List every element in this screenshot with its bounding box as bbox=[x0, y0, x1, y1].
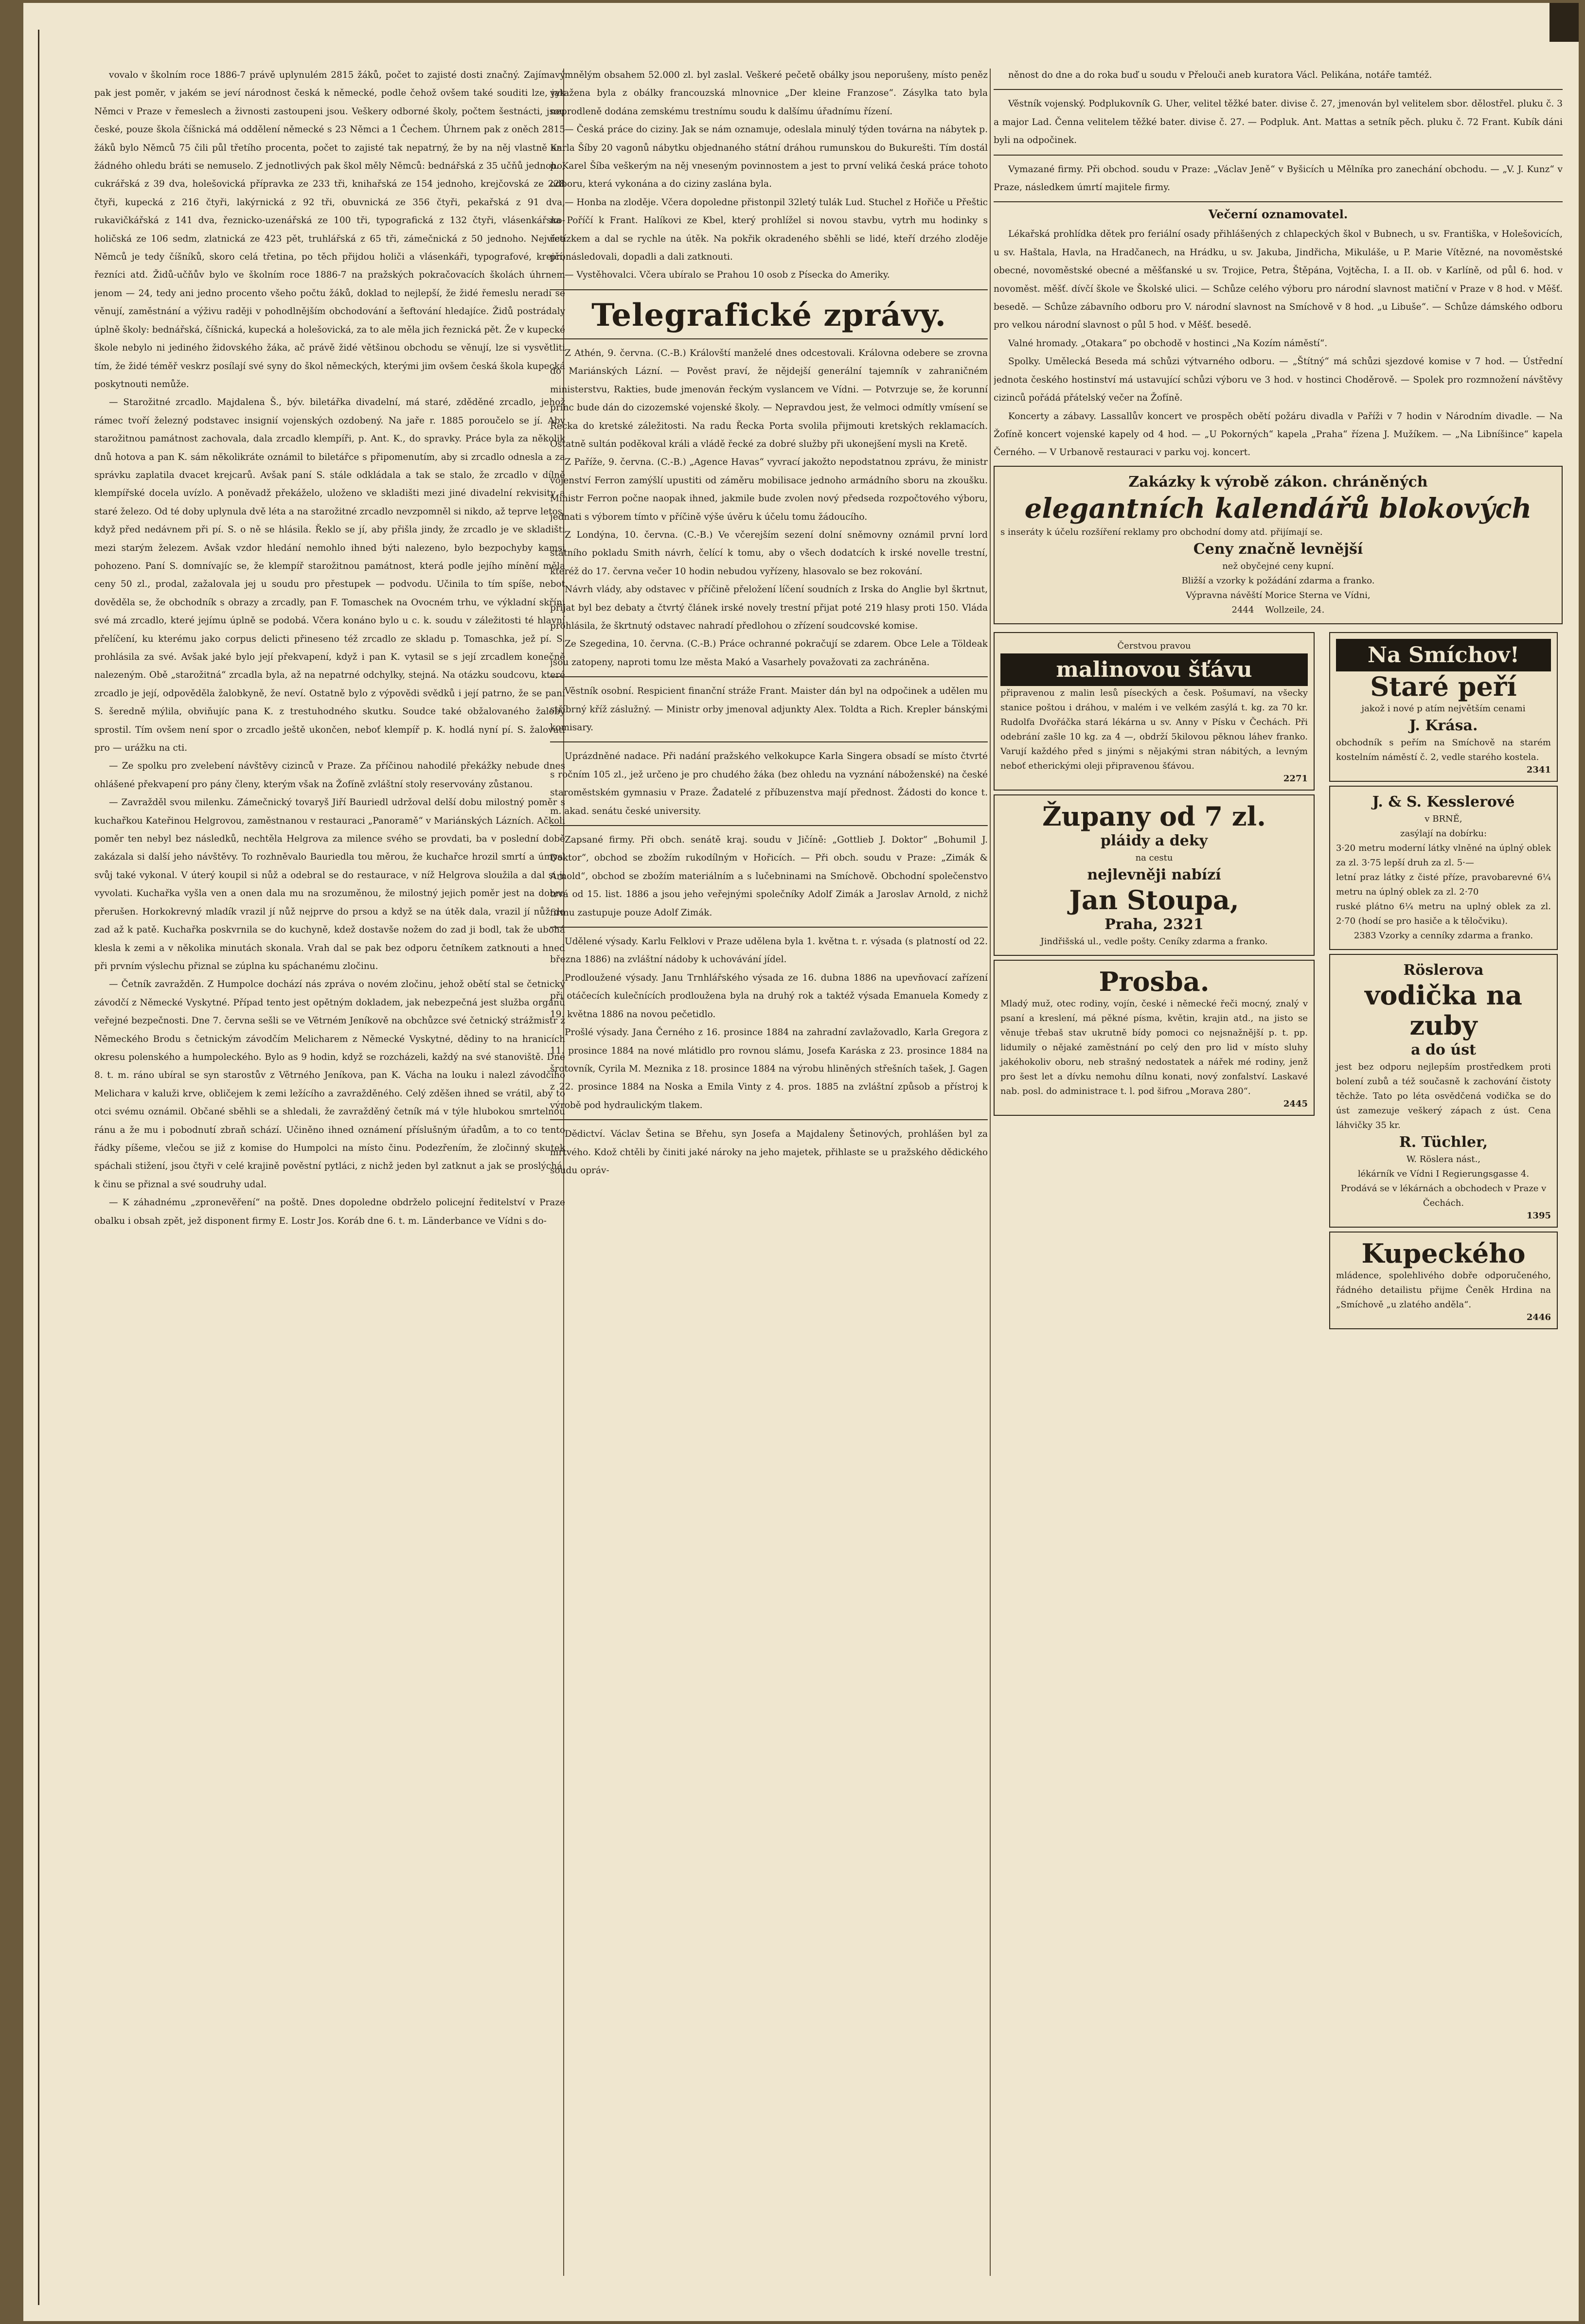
ad-item: letní praz látky z čisté příze, pravobarevné 6¼ metru na úplný oblek za zl. 2·70 bbox=[1336, 872, 1551, 897]
ad-banner: Na Smíchov! bbox=[1336, 639, 1551, 671]
margin-rule bbox=[38, 30, 39, 2305]
ad-city: v BRNĚ, bbox=[1425, 813, 1462, 824]
ad-address: Jindřišská ul., vedle pošty. Ceníky zdarma a franko. bbox=[1040, 936, 1268, 947]
ad-item: ruské plátno 6¼ metru na uplný oblek za zl. 2·70 (hodí se pro hasiče a k těločviku). bbox=[1336, 901, 1551, 926]
ad-firm: J. Krása. bbox=[1409, 717, 1478, 734]
article-post: — K záhadnému „zpronevěření“ na poště. Dnes dopoledne obdrželo policejní ředitelství v Praze obalku i obsah zpět, jež disponent firmy E. Lostr Jos. Koráb dne 6. t. m. Länderbance ve Vídni s do- bbox=[94, 1197, 565, 1226]
ad-headline: Kupeckého bbox=[1361, 1237, 1526, 1269]
news-patents-granted: Udělené výsady. Karlu Felklovi v Praze udělena byla 1. května t. r. výsada (s platností od 22. března 1886) na zvláštní nádoby k uchovávání jídel. bbox=[550, 936, 988, 965]
binding-strip bbox=[4, 3, 23, 2321]
ad-columns bbox=[994, 628, 1563, 1805]
ad-number: 1395 bbox=[1526, 1210, 1551, 1221]
ad-price: Ceny značně levnější bbox=[1193, 540, 1363, 558]
article-thief: — Honba na zloděje. Včera dopoledne přistonpil 32letý tulák Lud. Stuchel z Hořiče u Přeštic na Poříčí k Frant. Halíkovi ze Kbel, který prohlížel si novou stavbu, vytrh mu hodinky s řetízkem a dal se rychle na útěk. Na pokřik okradeného sběhli se lidé, kteří drzého zloděje pronásledovali, dopadli a dali zatknouti. bbox=[550, 197, 988, 263]
ad-plea bbox=[994, 960, 1315, 1116]
ad-address bbox=[1000, 603, 1556, 617]
ad-raspberry-juice bbox=[994, 632, 1315, 791]
ad-item: 3·20 metru moderní látky vlněné na úplný oblek za zl. 3·75 lepší druh za zl. 5·— bbox=[1336, 843, 1551, 868]
article-text: mnělým obsahem 52.000 zl. byl zaslal. Veškeré pečetě obálky jsou neporušeny, místo peněz vytažena byla z obálky francouzská mlnovnice „Der kleine Franzose“. Zásylka tato byla neprodleně dodána zemskému trestnímu soudu k dalšímu úřadnímu řízení. bbox=[550, 70, 988, 117]
column-3 bbox=[994, 66, 1563, 2298]
page-corner bbox=[1549, 3, 1579, 42]
ad-headline: Prosba. bbox=[1099, 966, 1210, 997]
divider bbox=[994, 89, 1563, 90]
divider bbox=[994, 201, 1563, 202]
article-emigrants: — Vystěhovalci. Včera ubíralo se Prahou 10 osob z Písecka do Ameriky. bbox=[565, 270, 890, 281]
news-registered-firms: Zapsané firmy. Při obch. senátě kraj. soudu v Jičíně: „Gottlieb J. Doktor“ „Bohumil J. Doktor“, obchod se zbožím rukodílným v Hořicích. — Při obch. soudu v Praze: „Zimák & Arnold“, obchod se zbožím materiálním a s lučebninami na Smíchově. Obchodní společenstvo trvá od 15. list. 1886 a jsou jeho veřejnými společníky Adolf Zimák a Jaroslav Arnold, z nichž firmu zastupuje pouze Adolf Zimák. bbox=[550, 835, 988, 918]
ad-text: s inseráty k účelu rozšíření reklamy pro obchodní domy atd. přijímají se. bbox=[1000, 527, 1323, 537]
news-personal: Věstník osobní. Respicient finanční stráže Frant. Maister dán byl na odpočinek a udělen mu stříbrný kříž záslužný. — Ministr orby jmenoval adjunkty Alex. Toldta a Rich. Krepler bánskými komisary. bbox=[550, 686, 988, 733]
article-gendarme: — Četník zavražděn. Z Humpolce dochází nás zpráva o novém zločinu, jehož obětí stal se četnický závodčí z Německé Vyskytné. Případ tento jest opětným dokladem, jak nebezpečná jest služba orgánů veřejné bezpečnosti. Dne 7. června sešli se ve Větrném Jeníkově na obchůzce své četnický strážmistr z Německého Brodu s četnickým závodčím Melicharem z Německé Vyskytné, dědiny to na hranicích okresu polenského a humpoleckého. Bylo as 9 hodin, když se rozcházeli, každý na své stanoviště. Dne 8. t. m. ráno ubíral se syn starostův z Větrného Jeníkova, pan K. Vácha na louku i nalezl závodčího Melichara v kaluži krve, obličejem k zemi ležícího a zavražděného. Celý zděšen ihned se vrátil, aby to otci svému oznámil. Občané sběhli se a shledali, že zavražděný četník má v týle hlubokou smrtelnou ránu a že mu i pobodnutí zbraň schází. Učiněno ihned oznámení příslušným úřadům, a to co tento řádky píšeme, vlečou se již z komise do Humpolci na místo činu. Podezřením, že zločinný skutek spáchali stižení, jsou čtyři v celé krajině pověstní pytláci, z nichž jeden byl zatknut a jak se proslýchá, k činu se přiznal a své soudruhy udal. bbox=[94, 979, 565, 1190]
telegram-paris: Z Paříže, 9. června. (C.-B.) „Agence Havas“ vyvrací jakožto nepodstatnou zprávu, že ministr vojenství Ferron zamýšlí upustiti od záměru mobilisace jednoho armádního sboru na zkoušku. Ministr Ferron počne naopak ihned, jakmile bude zvolen nový předseda rozpočtového výboru, jednati s výborem tímto v příčině výše úvěru k účelu tomu žádoucího. bbox=[550, 457, 988, 522]
ad-city-name: Praha, bbox=[1104, 916, 1158, 933]
ad-head: Röslerova bbox=[1403, 961, 1484, 979]
news-patents-expired: Prošlé výsady. Jana Černého z 16. prosince 1884 na zahradní zavlažovadlo, Karla Gregora z 11. prosince 1884 na nové mlátidlo pro rovnou slámu, Josefa Karáska z 23. prosince 1884 na šrotovník, Cyrila M. Meznika z 18. prosince 1884 na výrobu hliněných střešních tašek, J. Gagen z 22. prosince 1884 na Noska a Emila Vinty z 4. pros. 1885 na zvláštní způsob a přístroj k výrobě pod hydraulickým tlakem. bbox=[550, 1027, 988, 1110]
ad-headline: vodička na zuby bbox=[1365, 979, 1522, 1041]
divider bbox=[550, 289, 988, 290]
column-rule bbox=[990, 69, 991, 2276]
ad-text-2: obchodník s peřím na Smíchově na starém kostelním náměstí č. 2, vedle starého kostela. bbox=[1336, 737, 1551, 762]
ad-more: Prodává se v lékárnách a obchodech v Praze v Čechách. bbox=[1340, 1183, 1547, 1208]
evening-societies: Spolky. Umělecká Beseda má schůzi výtvarného odboru. — „Štítný“ má schůzi sjezdové komise v 7 hod. — Ústřední jednota českého hostinství má ustavující schůzi výboru ve 3 hod. v hostinci Choděrově. — Spolek pro rozmnožení návštěvy cizinců pořádá přátelský večer na Žofíně. bbox=[994, 356, 1563, 404]
divider bbox=[550, 741, 988, 742]
article-murder: — Zavražděl svou milenku. Zámečnický tovaryš Jiří Bauriedl udržoval delší dobu milostný poměr s kuchařkou Kateřinou Helgrovou, zaměstnanou v restauraci „Panoramě“ v Mariánských Lázních. Ačkoli poměr ten nebyl bez následků, nechtěla Helgrova za milence svého se provdati, ba v poslední době zakázala si další jeho návštěvy. To rozhněvalo Bauriedla tou měrou, že kuchařce hrozil smrtí a úmysl svůj také vykonal. V úterý koupil si nůž a odebral se do restaurace, v níž Helgrova sloužila a dal si ji vyvolati. Kuchařka vyšla ven a onen dala mu na srozuměnou, že milostný jejich poměr jest na dobro přerušen. Horkokrevný mladík vrazil jí nůž nejprve do prsou a když se na útěk dala, vrazil jí nůž do zad až k patě. Kuchařka poskvrnila se do kuchyně, kdež dostavše nožem do zad ji bodl, tak že ubohá klesla k zemi a v několika minutách skonala. Vrah dal se pak bez odporu četníkem zatknouti a hned při prvním výslechu přiznal se zúplna ku spáchanému zločinu. bbox=[94, 797, 565, 971]
ad-number: 2271 bbox=[1283, 773, 1308, 784]
ad-price-note: než obyčejné ceny kupní. bbox=[1222, 561, 1334, 571]
ad-firm: R. Tüchler, bbox=[1399, 1133, 1488, 1151]
ad-kessler bbox=[1329, 786, 1558, 950]
ad-lead: Čerstvou pravou bbox=[1117, 640, 1191, 651]
ad-headline: malinovou šťávu bbox=[1000, 653, 1308, 686]
ad-subhead: pláidy a deky bbox=[1100, 832, 1208, 849]
column-2 bbox=[550, 66, 988, 2298]
divider bbox=[994, 155, 1563, 156]
telegram-london: Z Londýna, 10. června. (C.-B.) Ve včerejším sezení dolní sněmovny oznámil první lord státního pokladu Smith návrh, čelící k tomu, aby o všech dodatcích k irské novelle trestní, kteréž do 17. června večer 10 hodin nebudou vyřízeny, hlasovalo se bez rokování. bbox=[550, 529, 988, 577]
ad-text: Mladý muž, otec rodiny, vojín, české i německé řeči mocný, znalý v psaní a kreslení, má pěkné písma, květin, krajin atd., na jisto se věnuje třebaš stav ukrutně bídy pomoci co nejsnažnější p. t. pp. lidumily o nějaké zaměstnání po celý den pro lid v místo sluhy jakéhokoliv oboru, neb strašný nedostatek a nářek mé rodiny, jenž pro šest let a dívku nemohu dílnu konati, nový zonfalství. Laskavé nab. posl. do administrace t. l. pod šifrou „Morava 280“. bbox=[1000, 998, 1308, 1096]
ad-text: jakož i nové p atím největším cenami bbox=[1361, 703, 1526, 714]
ad-number: 2383 bbox=[1353, 930, 1376, 941]
news-deleted-firms: Vymazané firmy. Při obchod. soudu v Praze: „Václav Jeně“ v Byšicích u Mělníka pro zanechání obchodu. — „V. J. Kunz“ v Praze, následkem úmrtí majitele firmy. bbox=[994, 164, 1563, 193]
ad-text: jest bez odporu nejlepším prostředkem proti bolení zubů a též současně k zachování čistoty těchže. Tato po léta osvědčená vodička se do úst zamezuje veškerý zápach z úst. Cena láhvičky 35 kr. bbox=[1336, 1061, 1551, 1130]
ad-text: nejlevněji nabízí bbox=[1087, 866, 1221, 883]
ad-firm: Výpravna návěští Morice Sterna ve Vídni, bbox=[1186, 590, 1371, 600]
ad-samples bbox=[1336, 929, 1551, 943]
ad-headline: elegantních kalendářů blokových bbox=[1024, 492, 1532, 525]
ad-title: Zakázky k výrobě zákon. chráněných bbox=[1128, 473, 1428, 491]
ad-feathers bbox=[1329, 632, 1558, 782]
ad-sub-2: W. Röslera nást., bbox=[1406, 1154, 1481, 1164]
ad-street: Wollzeile, 24. bbox=[1265, 604, 1325, 615]
article-tourism-society: — Ze spolku pro zvelebení návštěvy cizinců v Praze. Za příčinou nahodilé překážky nebude dnes ohlášené překvapení pro pány členy, kterým však na Žofíně zvláštní stoly reservovány zůstanou. bbox=[94, 761, 565, 790]
ad-firm: Jan Stoupa, bbox=[1069, 884, 1239, 916]
ad-samples-text: Vzorky a cenníky zdarma a franko. bbox=[1379, 930, 1533, 941]
ad-number: 2446 bbox=[1526, 1312, 1551, 1322]
ad-samples: Bližší a vzorky k požádání zdarma a franko. bbox=[1181, 575, 1375, 586]
divider bbox=[550, 825, 988, 826]
article-text: něnost do dne a do roka buď u soudu v Přelouči aneb kuratora Václ. Pelikána, notáře tamtéž. bbox=[1008, 70, 1432, 80]
news-foundations: Uprázdněné nadace. Při nadání pražského velkokupce Karla Singera obsadí se místo čtvrté s ročním 105 zl., jež určeno je pro chudého žáka (bez ohledu na vyznání náboženské) na české staroměstském gymnasiu v Praze. Žadatelé z příbuzenstva mají přednost. Žádosti do konce t. m. akad. senátu české university. bbox=[550, 751, 988, 816]
evening-assemblies: Valné hromady. „Otakara“ po obchodě v hostinci „Na Kozím náměstí“. bbox=[1008, 338, 1328, 349]
ad-text: mládence, spolehlivého dobře odporučeného, řádného detailistu přijme Čeněk Hrdina na „Smíchově „u zlatého anděla“. bbox=[1336, 1270, 1551, 1310]
ad-headline: Župany od 7 zl. bbox=[1042, 800, 1266, 832]
newspaper-page bbox=[4, 3, 1579, 2321]
ad-text: připravenou z malin lesů píseckých a česk. Pošumaví, na všecky stanice poštou i dráhou, v malém i ve velkém zasýlá t. kg. za 70 kr. Rudolfa Dvořáčka stará lékárna u sv. Anny v Písku v Čechách. Při odebrání zašle 10 kg. za 4 —, obdrží 5kilovou pěknou láhev franko. Varují každého před s jinými s nějakými stran nábitých, a levným neboť etherickými oleji připravenou šťávou. bbox=[1000, 687, 1308, 771]
evening-concerts: Koncerty a zábavy. Lassallův koncert ve prospěch obětí požáru divadla v Paříži v 7 hodin v Národním divadle. — Na Žofíně koncert vojenské kapely od 4 hod. — „U Pokorných“ kapela „Praha“ řízena J. Mužíkem. — „Na Libníšince“ kapela Černého. — V Urbanově restauraci v parku voj. koncert. bbox=[994, 411, 1563, 458]
article-czech-work: — Česká práce do ciziny. Jak se nám oznamuje, odeslala minulý týden továrna na nábytek p. Karla Šíby 20 vagonů nábytku objednaného státní dráhou rumunskou do Bukurešti. Tím dostál p. Karel Šíba veškerým na něj vneseným povinnostem a jest to první veliká česká práce tohoto odboru, která vykonána a do ciziny zaslána byla. bbox=[550, 124, 988, 190]
ad-column-right bbox=[1329, 628, 1558, 1333]
ad-firm: J. & S. Kesslerové bbox=[1372, 793, 1515, 810]
ad-number: 2341 bbox=[1526, 764, 1551, 775]
news-military: Věstník vojenský. Podplukovník G. Uher, velitel těžké bater. divise č. 27, jmenován byl velitelem sbor. dělostřel. pluku č. 3 a major Lad. Čenna velitelem těžké bater. divise č. 27. — Podpluk. Ant. Mattas a setník pěch. pluku č. 72 Frant. Kubík dáni byli na odpočinek. bbox=[994, 99, 1563, 146]
evening-medical: Lékařská prohlídka dětek pro feriální osady přihlášených z chlapeckých škol v Bubnech, u sv. Františka, v Holešovicích, u sv. Haštala, Havla, na Hradčanech, na Hrádku, u sv. Jakuba, Jindřicha, Mikuláše, u P. Marie Vítězné, na novoměstské obecné, novoměstské obecné a měšťanské u sv. Trojice, Petra, Štěpána, Vojtěcha, I. a II. ob. v Karlíně, od půl 6. hod. v novoměst. měšť. dívčí škole ve Školské ulici. — Schůze celého výboru pro národní slavnost matiční v Praze v 8 hod. v Měšť. besedě. — Schůze zábavního odboru pro V. národní slavnost na Smíchově v 8 hod. „u Libuše“. — Schůze dámského odboru pro velkou národní slavnost o půl 5 hod. v Měšť. besedě. bbox=[994, 229, 1563, 331]
column-1 bbox=[94, 66, 565, 2298]
ad-number: 2445 bbox=[1283, 1098, 1308, 1109]
ad-number: 2444 bbox=[1231, 604, 1254, 615]
news-patents-extended: Prodloužené výsady. Janu Trnhlářského výsada ze 16. dubna 1886 na upevňovací zařízení při otáčecích kulečnících prodloužena byla na druhý rok a taktéž výsada Emanuela Komedy z 19. května 1886 na novou pečetidlo. bbox=[550, 972, 988, 1020]
ad-headline: Staré peří bbox=[1370, 670, 1517, 702]
ad-lead: zasýlají na dobírku: bbox=[1400, 828, 1487, 839]
divider bbox=[550, 676, 988, 677]
news-inheritance: Dědictví. Václav Šetina se Břehu, syn Josefa a Majdaleny Šetinových, prohlášen byl za mrtvého. Kdož chtěli by činiti jaké nároky na jeho majetek, přihlaste se u pražského dědického soudu opráv- bbox=[550, 1129, 988, 1176]
article-text: vovalo v školním roce 1886-7 právě uplynulém 2815 žáků, počet to zajisté dosti značný. Zajímavý pak jest poměr, v jakém se jeví národnost česká k německé, podle čehož ovšem také souditi lze, jak Němci v Praze v řemeslech a živnosti zastoupeni jsou. Veškery odborné školy, počtem šestnácti, jsou české, pouze škola číšnická má oddělení německé s 23 Němci a 1 Čechem. Úhrnem pak z oněch 2815 žáků bylo Němců 75 čili půl třetího procenta, počet to zajisté tak nepatrný, že by na něj vlastně ani žádného ohledu bráti se nemuselo. Z jednotlivých pak škol měly Němců: bednářská z 35 učňů jednoho, cukrářská z 39 dva, holešovická přípravka ze 233 tři, knihařská ze 154 jednoho, krejčovská ze 228 čtyři, kupecká z 216 čtyři, lakýrnická z 92 tři, obuvnická ze 356 čtyři, pekařská z 91 dva, rukavičkářská z 141 dva, řeznicko-uzenářská ze 100 tři, typografická z 132 čtyři, vlásenkářsko-holičská ze 106 sedm, zlatnická ze 423 pět, truhlářská z 65 tři, zámečnická z 50 jednoho. Nejvíce Němců je tedy číšníků, skoro celá třetina, po těch přijdou holiči a vlásenkáři, typografové, krejčí, řezníci atd. Židů-učňův bylo ve školním roce 1886-7 na pražských pokračovacích školách úhrnem jenom — 24, tedy ani jedno procento všeho počtu žáků, doklad to nejlepší, že židé řemeslu neradi se věnují, zaměstnání a výživu raději v pohodlnějším obchodování a šeftování hledajíce. Židů postrádaly úplně školy: bednářská, číšnická, kupecká a holešovická, za to ale měla jich řeznická pět. Že v kupecké škole nebylo ni jediného židovského žáka, ač právě židé většinou obchodu se věnují, lze si vysvětliti tím, že židé téměř veskrz posílají své syny do škol německých, kterými jim ovšem česká škola kupecká poskytnouti nemůže. bbox=[94, 70, 565, 389]
telegram-szeged: Ze Szegedina, 10. června. (C.-B.) Práce ochranné pokračují se zdarem. Obce Lele a Töldeak jsou zatopeny, naproti tomu lze města Makó a Vasarhely považovati za zachráněna. bbox=[550, 639, 988, 668]
ad-column-left bbox=[994, 628, 1315, 1120]
divider bbox=[550, 338, 988, 339]
section-heading-telegrams: Telegrafické zprávy. bbox=[591, 297, 946, 334]
telegram-london-2: Návrh vlády, aby odstavec v příčině přeložení líčení soudních z Irska do Anglie byl škrtnut, přijat byl bez debaty a čtvrtý článek irské novely trestní přijat poté 219 hlasy proti 150. Vláda prohlásila, že škrtnutý odstavec nahradí předlohou o zřízení soudcovské komise. bbox=[550, 584, 988, 631]
article-mirror: — Starožitné zrcadlo. Majdalena Š., býv. biletářka divadelní, má staré, zděděné zrcadlo, jehož rámec tvoří železný podstavec insignií vojenských ozdobený. Na jaře r. 1885 poroučelo se jí. Aby starožitnou památnost zachovala, dala zrcadlo klempíři, p. Ant. K., do spravky. Práce byla za několik dnů hotova a pan K. sám několikráte oznámil to biletářce s připomenutím, aby si zrcadlo odnesla a za správku zaplatila dvacet krejcarů. Avšak paní S. stále odkládala a tak se stalo, že zrcadlo v dílně klempířské docela uvízlo. A poněvadž překáželo, uloženo ve skladišti mezi jiné divadelní rekvisity a staré železo. Od té doby uplynula dvě léta a na starožitné zrcadlo nevzpomněl si nikdo, až teprve letos, když před nedávnem při pí. S. o ně se hlásila. Řeklo se jí, aby přišla jindy, že zrcadlo je ve skladišti mezi starým železem. Avšak vzdor hledání nemohlo ihned býti nalezeno, bylo bezpochyby kamsi pohozeno. Paní S. domnívajíc se, že klempíř starožitnou památnost, která podle jejího mínění měla ceny 50 zl., prodal, zažalovala jej u soudu pro přestupek — podvodu. Učinila to tím spíše, nebot dověděla se, že obchodník s obrazy a zrcadly, pan F. Tomaschek na Ovocném trhu, ve výkladní skříni své má zrcadlo, které jejímu úplně se podobá. Včera konáno bylo u c. k. soudu v záležitosti té hlavní přelíčení, ku kterému jako corpus delicti přineseno též zrcadlo ze skladu p. Tomaschka, jež pí. S. prohlásila za své. Avšak jaké bylo její překvapení, když i pan K. vytasil se s její zrcadlem konečně nalezeným. Obě „starožitná“ zrcadla byla, až na nepatrné odchylky, stejná. Na otázku soudcovu, které zrcadlo je její, odpověděla žalobkyně, že neví. Ostatně bylo z výpovědi svědků i její patrno, že se paní S. šeredně mýlila, obviňujíc pana K. z trestuhodného skutku. Soudce také obžalovaného žaloby sprostil. Tím ovšem není spor o zrcadlo ještě ukončen, neboť klempíř p. K. hodlá nyní pí. S. žalovati pro — urážku na cti. bbox=[94, 397, 565, 754]
ad-subhead-2: na cestu bbox=[1135, 852, 1173, 863]
ad-sub: a do úst bbox=[1411, 1041, 1476, 1058]
ad-number: 2321 bbox=[1163, 916, 1204, 933]
ad-robes bbox=[994, 794, 1315, 956]
ad-city bbox=[1000, 915, 1308, 934]
ad-calendars bbox=[994, 466, 1563, 624]
divider bbox=[550, 1119, 988, 1120]
ad-address: lékárník ve Vídni I Regierungsgasse 4. bbox=[1357, 1168, 1530, 1179]
ad-shop-assistant bbox=[1329, 1232, 1558, 1329]
telegram-athens: Z Athén, 9. června. (C.-B.) Královští manželé dnes odcestovali. Královna odebere se zrovna do Mariánských Lázní. — Pověst praví, že nějdejší generální tajemník v zahraničném ministerstvu, Rakties, bude jmenován řeckým vyslancem ve Vídni. — Potvrzuje se, že korunní princ bude dán do cizozemské vojenské školy. — Nepravdou jest, že velmoci odmítly vmísení se Řecka do kretské záležitosti. Na radu Řecka Porta svolila přijmouti kretských reklamacích. Ostatně sultán poděkoval králi a vládě řecké za dobré služby při ukonejšení mysli na Kretě. bbox=[550, 348, 988, 449]
ad-mouthwash bbox=[1329, 954, 1558, 1228]
divider bbox=[550, 927, 988, 928]
section-heading-evening: Večerní oznamovatel. bbox=[1208, 207, 1348, 222]
